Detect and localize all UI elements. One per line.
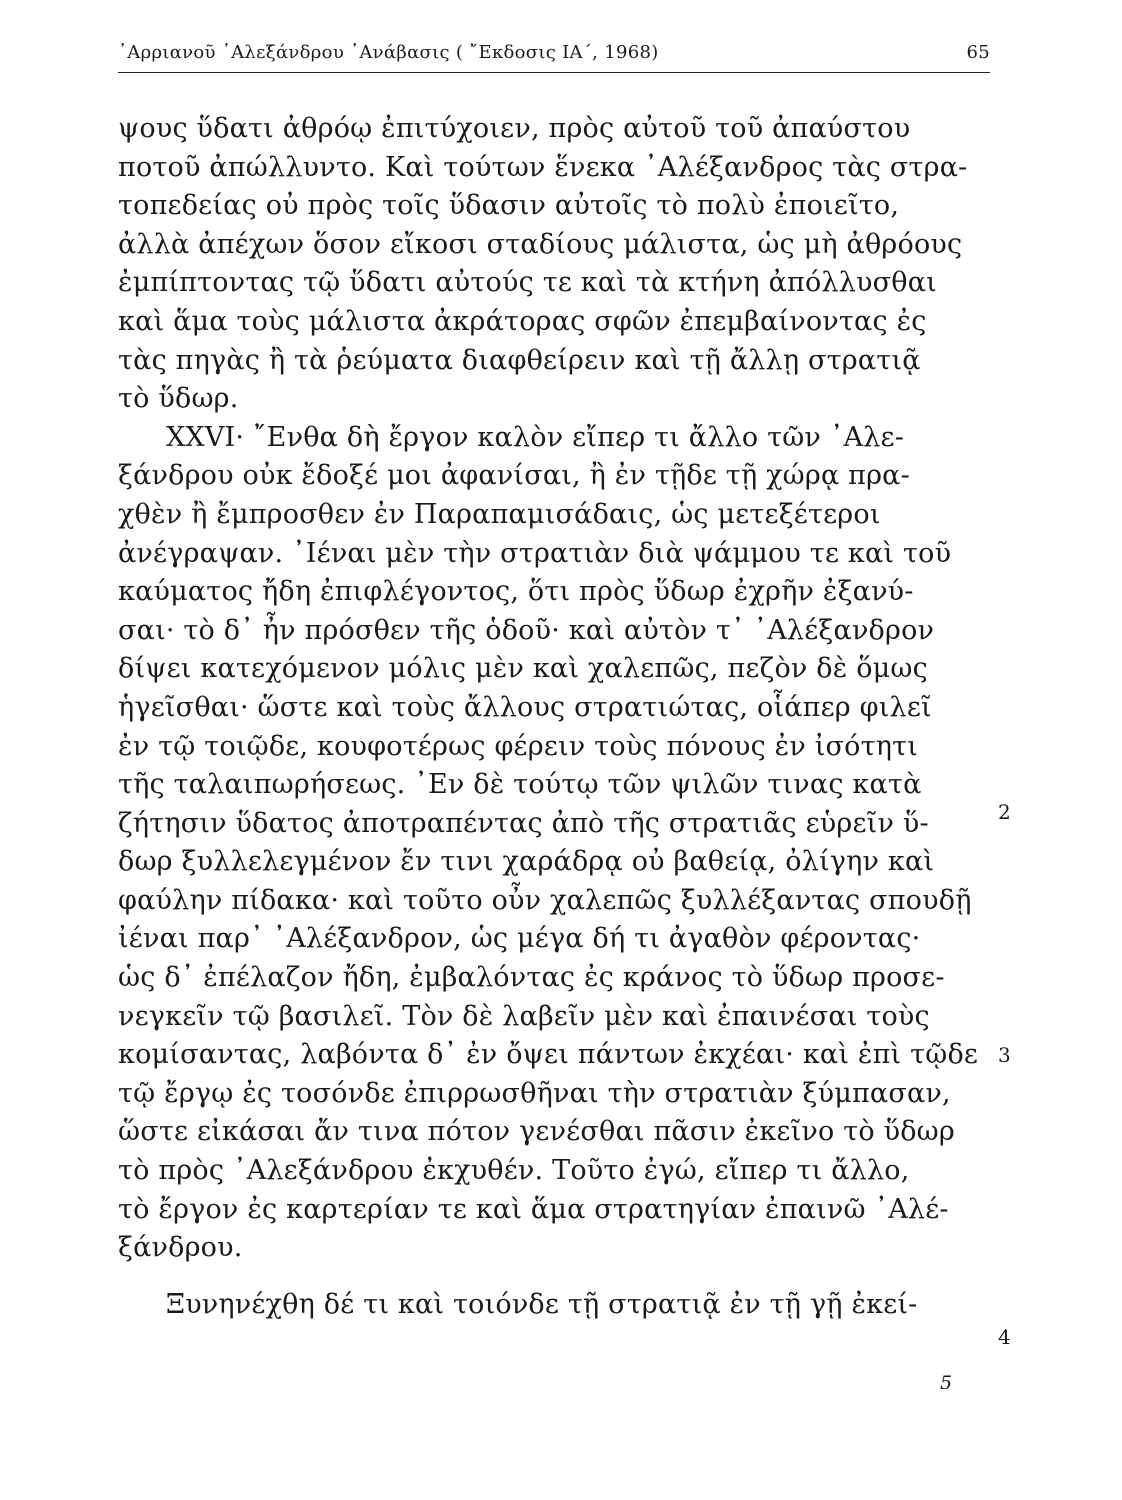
running-title: ᾿Αρριανοῦ ᾿Αλεξάνδρου ᾿Ανάβασις ( ῎Εκδοσις ΙΑ΄, 1968) — [118, 42, 659, 63]
text-line: ποτοῦ ἀπώλλυντο. Καὶ τούτων ἕνεκα ᾿Αλέξανδρος τὰς στρα- — [118, 151, 968, 183]
header-rule — [118, 72, 990, 73]
chapter-start-line: XXVI· ῎Ενθα δὴ ἔργον καλὸν εἴπερ τι ἄλλο τῶν ᾿Αλε- — [166, 421, 905, 453]
text-line: ἐν τῷ τοιῷδε, κουφοτέρως φέρειν τοὺς πόνους ἐν ἰσότητι — [118, 730, 919, 762]
text-line: τοπεδείας οὐ πρὸς τοῖς ὕδασιν αὐτοῖς τὸ πολὺ ἐποιεῖτο, — [118, 190, 900, 222]
signature-mark: 5 — [940, 1372, 953, 1394]
text-line: φαύλην πίδακα· καὶ τοῦτο οὖν χαλεπῶς ξυλλέξαντας σπουδῇ — [118, 884, 972, 916]
text-line: ξάνδρου οὐκ ἔδοξέ μοι ἀφανίσαι, ἢ ἐν τῇδε τῇ χώρᾳ πρα- — [118, 460, 910, 492]
text-line: ἰέναι παρ᾿ ᾿Αλέξανδρον, ὡς μέγα δή τι ἀγαθὸν φέροντας· — [118, 923, 921, 955]
paragraph-start-line: Ξυνηνέχθη δέ τι καὶ τοιόνδε τῇ στρατιᾷ ἐν τῇ γῇ ἐκεί- — [166, 1288, 918, 1320]
text-line: τῆς ταλαιπωρήσεως. ᾿Εν δὲ τούτῳ τῶν ψιλῶν τινας κατὰ — [118, 769, 922, 801]
text-line: χθὲν ἢ ἔμπροσθεν ἐν Παραπαμισάδαις, ὡς μετεξέτεροι — [118, 498, 881, 530]
text-line: τὸ ὕδωρ. — [118, 383, 239, 415]
text-line: ἡγεῖσθαι· ὥστε καὶ τοὺς ἄλλους στρατιώτας, οἷάπερ φιλεῖ — [118, 691, 932, 723]
text-line: τὸ ἔργον ἐς καρτερίαν τε καὶ ἅμα στρατηγίαν ἐπαινῶ ᾿Αλέ- — [118, 1193, 949, 1225]
text-line: καύματος ἤδη ἐπιφλέγοντος, ὅτι πρὸς ὕδωρ ἐχρῆν ἐξανύ- — [118, 576, 914, 608]
margin-section-number: 2 — [998, 800, 1011, 824]
text-line: ἐμπίπτοντας τῷ ὕδατι αὐτούς τε καὶ τὰ κτήνη ἀπόλλυσθαι — [118, 267, 937, 299]
text-line: δωρ ξυλλελεγμένον ἔν τινι χαράδρᾳ οὐ βαθείᾳ, ὀλίγην καὶ — [118, 846, 935, 878]
text-line: τῷ ἔργῳ ἐς τοσόνδε ἐπιρρωσθῆναι τὴν στρατιὰν ξύμπασαν, — [118, 1077, 951, 1109]
text-line: δίψει κατεχόμενον μόλις μὲν καὶ χαλεπῶς, πεζὸν δὲ ὅμως — [118, 653, 928, 685]
text-line: τὰς πηγὰς ἢ τὰ ῥεύματα διαφθείρειν καὶ τῇ ἄλλῃ στρατιᾷ — [118, 344, 921, 376]
text-line: ζήτησιν ὕδατος ἀποτραπέντας ἀπὸ τῆς στρατιᾶς εὑρεῖν ὕ- — [118, 807, 929, 839]
body-text — [118, 110, 998, 1324]
margin-section-number: 3 — [998, 1043, 1011, 1067]
text-line: καὶ ἅμα τοὺς μάλιστα ἀκράτορας σφῶν ἐπεμβαίνοντας ἐς — [118, 305, 927, 337]
text-line: ὥστε εἰκάσαι ἄν τινα πότον γενέσθαι πᾶσιν ἐκεῖνο τὸ ὕδωρ — [118, 1116, 955, 1148]
text-line: κομίσαντας, λαβόντα δ᾿ ἐν ὄψει πάντων ἐκχέαι· καὶ ἐπὶ τῷδε — [118, 1039, 979, 1071]
text-line: ἀλλὰ ἀπέχων ὅσον εἴκοσι σταδίους μάλιστα, ὡς μὴ ἀθρόους — [118, 228, 963, 260]
margin-section-number: 4 — [998, 1325, 1011, 1349]
text-line: ξάνδρου. — [118, 1232, 243, 1264]
text-line: σαι· τὸ δ᾿ ἦν πρόσθεν τῆς ὁδοῦ· καὶ αὐτὸν τ᾿ ᾿Αλέξανδρον — [118, 614, 935, 646]
running-header — [118, 40, 990, 70]
text-line: νεγκεῖν τῷ βασιλεῖ. Τὸν δὲ λαβεῖν μὲν καὶ ἐπαινέσαι τοὺς — [118, 1000, 930, 1032]
text-line: ἀνέγραψαν. ᾿Ιέναι μὲν τὴν στρατιὰν διὰ ψάμμου τε καὶ τοῦ — [118, 537, 952, 569]
text-line: τὸ πρὸς ᾿Αλεξάνδρου ἐκχυθέν. Τοῦτο ἐγώ, εἴπερ τι ἄλλο, — [118, 1155, 910, 1187]
text-line: ὡς δ᾿ ἐπέλαζον ἤδη, ἐμβαλόντας ἐς κράνος τὸ ὕδωρ προσε- — [118, 962, 945, 994]
page-number: 65 — [966, 42, 990, 63]
text-line: ψους ὕδατι ἀθρόῳ ἐπιτύχοιεν, πρὸς αὐτοῦ τοῦ ἀπαύστου — [118, 113, 911, 144]
